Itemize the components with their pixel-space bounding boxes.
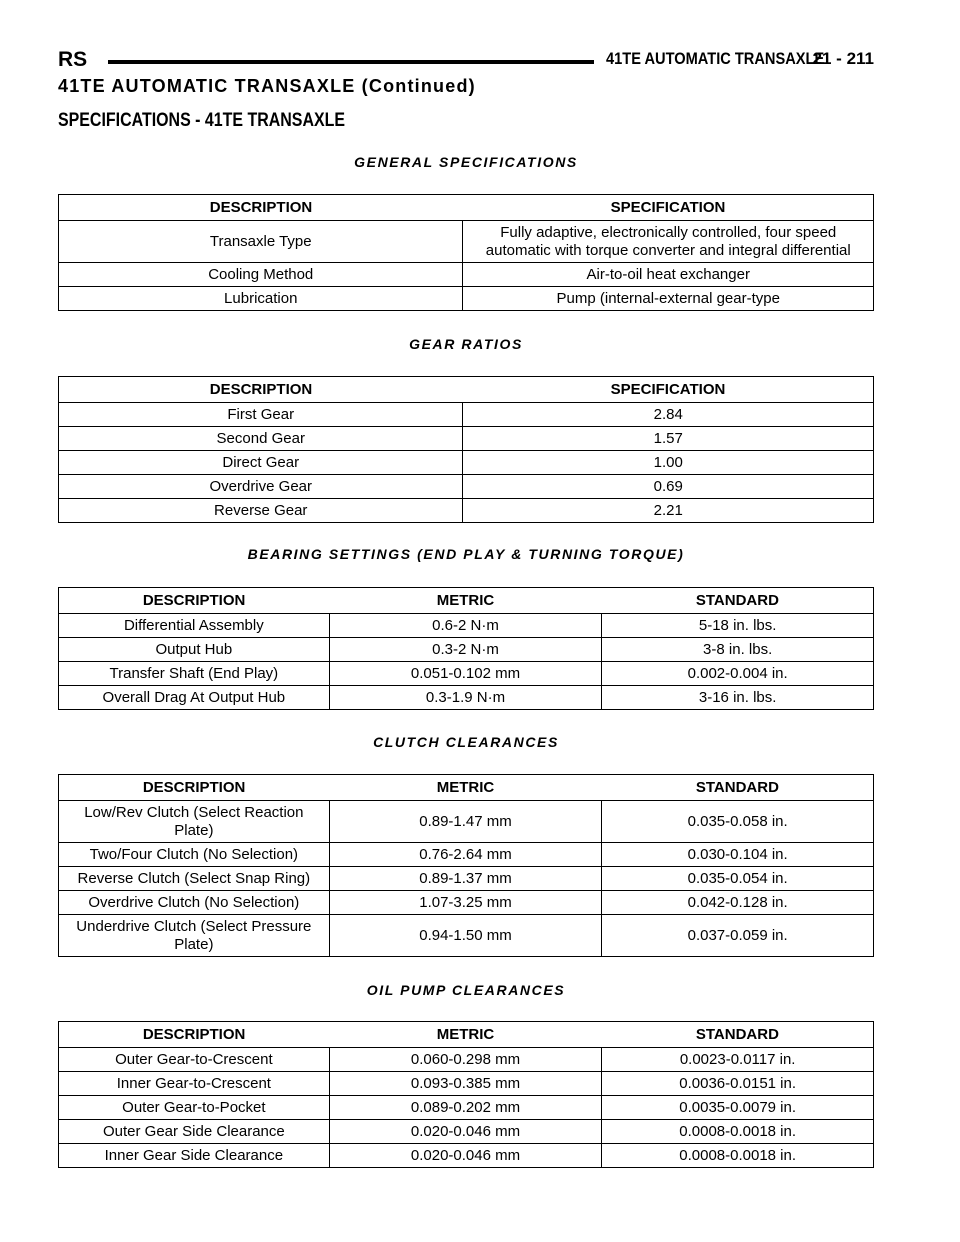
table-row xyxy=(59,891,874,915)
specification-cell: 1.57 xyxy=(463,427,874,451)
header-title: 41TE AUTOMATIC TRANSAXLE xyxy=(606,49,825,68)
clutch-clearances-table xyxy=(58,774,874,957)
description-cell: Reverse Clutch (Select Snap Ring) xyxy=(59,867,330,891)
metric-cell: 0.6-2 N·m xyxy=(329,614,602,638)
metric-cell: 0.76-2.64 mm xyxy=(329,843,602,867)
standard-cell: 0.030-0.104 in. xyxy=(602,843,874,867)
table-row xyxy=(59,686,874,710)
table-header-row xyxy=(59,775,874,801)
description-cell: Lubrication xyxy=(59,287,463,311)
standard-cell: 0.0035-0.0079 in. xyxy=(602,1096,874,1120)
metric-cell: 0.94-1.50 mm xyxy=(329,915,602,957)
oil-pump-clearances-title: OIL PUMP CLEARANCES xyxy=(366,982,566,998)
description-cell: Differential Assembly xyxy=(59,614,330,638)
oil-pump-clearances-table xyxy=(58,1021,874,1168)
table-row xyxy=(59,801,874,843)
column-header: STANDARD xyxy=(602,775,874,801)
metric-cell: 0.3-1.9 N·m xyxy=(329,686,602,710)
description-cell: First Gear xyxy=(59,403,463,427)
description-cell: Cooling Method xyxy=(59,263,463,287)
header-rule xyxy=(108,60,594,64)
metric-cell: 0.3-2 N·m xyxy=(329,638,602,662)
column-header: DESCRIPTION xyxy=(59,195,463,221)
description-cell: Overdrive Clutch (No Selection) xyxy=(59,891,330,915)
metric-cell: 0.051-0.102 mm xyxy=(329,662,602,686)
bearing-settings-title: BEARING SETTINGS (END PLAY & TURNING TORQUE) xyxy=(247,546,685,562)
table-row xyxy=(59,662,874,686)
table-header-row xyxy=(59,195,874,221)
table-header-row xyxy=(59,1022,874,1048)
description-cell: Transfer Shaft (End Play) xyxy=(59,662,330,686)
specification-cell: 1.00 xyxy=(463,451,874,475)
table-row xyxy=(59,263,874,287)
description-cell: Second Gear xyxy=(59,427,463,451)
table-row xyxy=(59,1120,874,1144)
gear-ratios-table xyxy=(58,376,874,523)
description-cell: Inner Gear Side Clearance xyxy=(59,1144,330,1168)
description-cell: Overdrive Gear xyxy=(59,475,463,499)
description-cell: Outer Gear-to-Pocket xyxy=(59,1096,330,1120)
specification-cell: 0.69 xyxy=(463,475,874,499)
table-header-row xyxy=(59,588,874,614)
column-header: METRIC xyxy=(329,775,602,801)
general-specs-title: GENERAL SPECIFICATIONS xyxy=(354,154,578,170)
metric-cell: 0.020-0.046 mm xyxy=(329,1144,602,1168)
standard-cell: 0.037-0.059 in. xyxy=(602,915,874,957)
column-header: STANDARD xyxy=(602,588,874,614)
metric-cell: 0.89-1.47 mm xyxy=(329,801,602,843)
table-row xyxy=(59,867,874,891)
table-row xyxy=(59,475,874,499)
section-code: RS xyxy=(58,48,88,71)
column-header: DESCRIPTION xyxy=(59,377,463,403)
page-header xyxy=(58,44,874,74)
table-row xyxy=(59,1096,874,1120)
standard-cell: 0.0008-0.0018 in. xyxy=(602,1120,874,1144)
description-cell: Outer Gear Side Clearance xyxy=(59,1120,330,1144)
table-row xyxy=(59,638,874,662)
standard-cell: 0.002-0.004 in. xyxy=(602,662,874,686)
column-header: DESCRIPTION xyxy=(59,588,330,614)
metric-cell: 0.89-1.37 mm xyxy=(329,867,602,891)
standard-cell: 0.042-0.128 in. xyxy=(602,891,874,915)
table-row xyxy=(59,403,874,427)
description-cell: Output Hub xyxy=(59,638,330,662)
description-cell: Outer Gear-to-Crescent xyxy=(59,1048,330,1072)
table-row xyxy=(59,221,874,263)
standard-cell: 0.035-0.058 in. xyxy=(602,801,874,843)
table-row xyxy=(59,614,874,638)
column-header: DESCRIPTION xyxy=(59,775,330,801)
page-number: 21 - 211 xyxy=(812,49,874,68)
specification-cell: Pump (internal-external gear-type xyxy=(463,287,874,311)
standard-cell: 3-8 in. lbs. xyxy=(602,638,874,662)
column-header: METRIC xyxy=(329,588,602,614)
column-header: METRIC xyxy=(329,1022,602,1048)
column-header: DESCRIPTION xyxy=(59,1022,330,1048)
table-row xyxy=(59,1072,874,1096)
table-row xyxy=(59,1144,874,1168)
table-row xyxy=(59,427,874,451)
table-row xyxy=(59,451,874,475)
specification-cell: 2.21 xyxy=(463,499,874,523)
general-specs-table xyxy=(58,194,874,311)
description-cell: Reverse Gear xyxy=(59,499,463,523)
standard-cell: 3-16 in. lbs. xyxy=(602,686,874,710)
description-cell: Transaxle Type xyxy=(59,221,463,263)
specification-cell: Air-to-oil heat exchanger xyxy=(463,263,874,287)
standard-cell: 0.0023-0.0117 in. xyxy=(602,1048,874,1072)
specifications-heading: SPECIFICATIONS - 41TE TRANSAXLE xyxy=(58,110,346,131)
description-cell: Low/Rev Clutch (Select Reaction Plate) xyxy=(59,801,330,843)
standard-cell: 0.035-0.054 in. xyxy=(602,867,874,891)
standard-cell: 5-18 in. lbs. xyxy=(602,614,874,638)
table-row xyxy=(59,287,874,311)
bearing-settings-table xyxy=(58,587,874,710)
metric-cell: 0.060-0.298 mm xyxy=(329,1048,602,1072)
continued-heading: 41TE AUTOMATIC TRANSAXLE (Continued) xyxy=(58,76,476,96)
standard-cell: 0.0036-0.0151 in. xyxy=(602,1072,874,1096)
description-cell: Overall Drag At Output Hub xyxy=(59,686,330,710)
table-header-row xyxy=(59,377,874,403)
metric-cell: 0.020-0.046 mm xyxy=(329,1120,602,1144)
description-cell: Inner Gear-to-Crescent xyxy=(59,1072,330,1096)
description-cell: Two/Four Clutch (No Selection) xyxy=(59,843,330,867)
table-row xyxy=(59,843,874,867)
table-row xyxy=(59,915,874,957)
description-cell: Underdrive Clutch (Select Pressure Plate) xyxy=(59,915,330,957)
metric-cell: 0.089-0.202 mm xyxy=(329,1096,602,1120)
gear-ratios-title: GEAR RATIOS xyxy=(409,336,523,352)
standard-cell: 0.0008-0.0018 in. xyxy=(602,1144,874,1168)
clutch-clearances-title: CLUTCH CLEARANCES xyxy=(373,734,559,750)
column-header: SPECIFICATION xyxy=(463,195,874,221)
column-header: STANDARD xyxy=(602,1022,874,1048)
column-header: SPECIFICATION xyxy=(463,377,874,403)
table-row xyxy=(59,1048,874,1072)
specification-cell: Fully adaptive, electronically controlled, four speed automatic with torque converter and integral differential xyxy=(463,221,874,263)
table-row xyxy=(59,499,874,523)
description-cell: Direct Gear xyxy=(59,451,463,475)
metric-cell: 1.07-3.25 mm xyxy=(329,891,602,915)
specification-cell: 2.84 xyxy=(463,403,874,427)
metric-cell: 0.093-0.385 mm xyxy=(329,1072,602,1096)
